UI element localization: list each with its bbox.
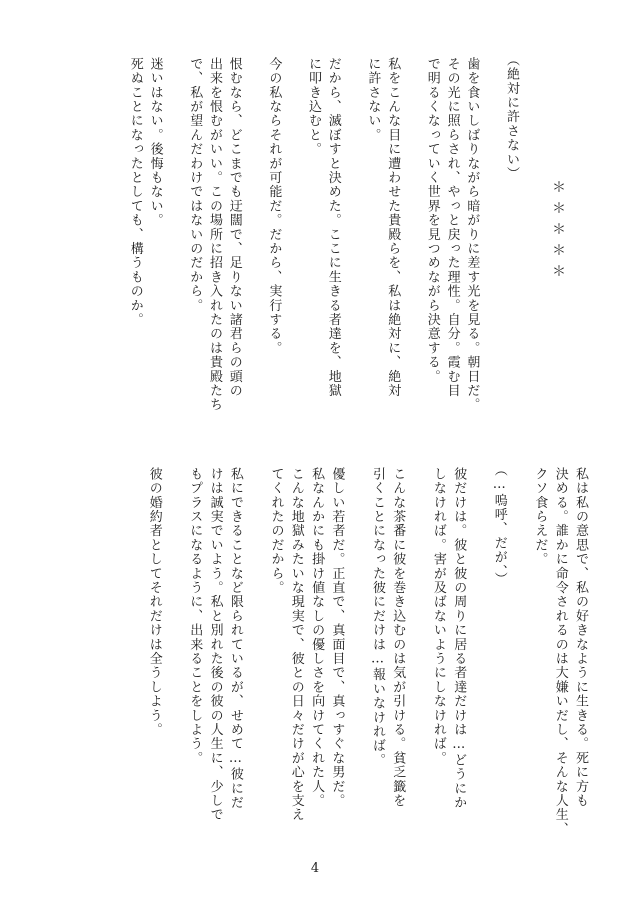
text-line: だから、滅ぼすと決めた。ここに生きる者達を、地獄	[325, 57, 341, 398]
text-line: 歯を食いしばりながら暗がりに差す光を見る。朝日だ。	[464, 57, 480, 412]
text-line: 恨むなら、どこまでも迂闊で、足りない諸君らの頭の	[226, 57, 242, 398]
text-line: しなければ。害が及ばないようにしなければ。	[430, 467, 446, 766]
text-line: 私なんかにも掛け値なしの優しさを向けてくれた人。	[309, 467, 325, 808]
text-line: に許さない。	[365, 57, 381, 143]
text-line: こんな地獄みたいな現実で、彼との日々だけが心を支え	[288, 467, 304, 822]
text-line: 優しい若者だ。正直で、真面目で、真っすぐな男だ。	[329, 467, 345, 808]
text-line: 迷いはない。後悔もない。	[147, 57, 163, 228]
text-line: てくれたのだから。	[268, 467, 284, 595]
text-line: こんな茶番に彼を巻き込むのは気が引ける。貧乏籤を	[390, 467, 406, 808]
text-line: その光に照らされ、やっと戻った理性。自分。霞む目	[444, 57, 460, 398]
section-break: ＊＊＊＊＊	[550, 180, 566, 285]
text-line: 引くことになった彼にだけは…報いなければ。	[370, 467, 385, 768]
text-line: けは誠実でいよう。私と別れた後の彼の人生に、少しで	[207, 467, 223, 822]
text-line: 死ぬことになったとしても、構うものか。	[127, 57, 143, 327]
page-number: 4	[310, 861, 320, 876]
text-line: 私をこんな目に遭わせた貴殿らを、私は絶対に、絶対	[385, 57, 401, 398]
text-line: に叩き込むと。	[306, 57, 321, 157]
text-line: 彼の婚約者としてそれだけは全うしよう。	[146, 467, 162, 737]
text-line: で明るくなっていく世界を見つめながら決意する。	[424, 57, 440, 384]
text-line: 今の私ならそれが可能だ。だから、実行する。	[266, 57, 282, 356]
text-line: クソ食らえだ。	[532, 467, 548, 567]
text-line: 出来を恨むがいい。この場所に招き入れたのは貴殿たち	[207, 57, 222, 412]
text-line: （絶対に許さない）	[504, 53, 519, 181]
text-line: 私にできることなど限られているが、せめて…彼にだ	[227, 467, 243, 810]
text-line: 私は私の意思で、私の好きなように生きる。死に方も	[573, 467, 588, 808]
text-line: 彼だけは。彼と彼の周りに居る者達だけは…どうにか	[451, 467, 467, 810]
text-line: もプラスになるように、出来ることをしよう。	[187, 467, 203, 766]
text-line: 決める。誰かに命令されるのは大嫌いだし、そんな人生、	[552, 467, 568, 837]
text-line: （…嗚呼、だが、）	[491, 463, 507, 587]
text-line: で、私が望んだわけではないのだから。	[187, 57, 203, 313]
